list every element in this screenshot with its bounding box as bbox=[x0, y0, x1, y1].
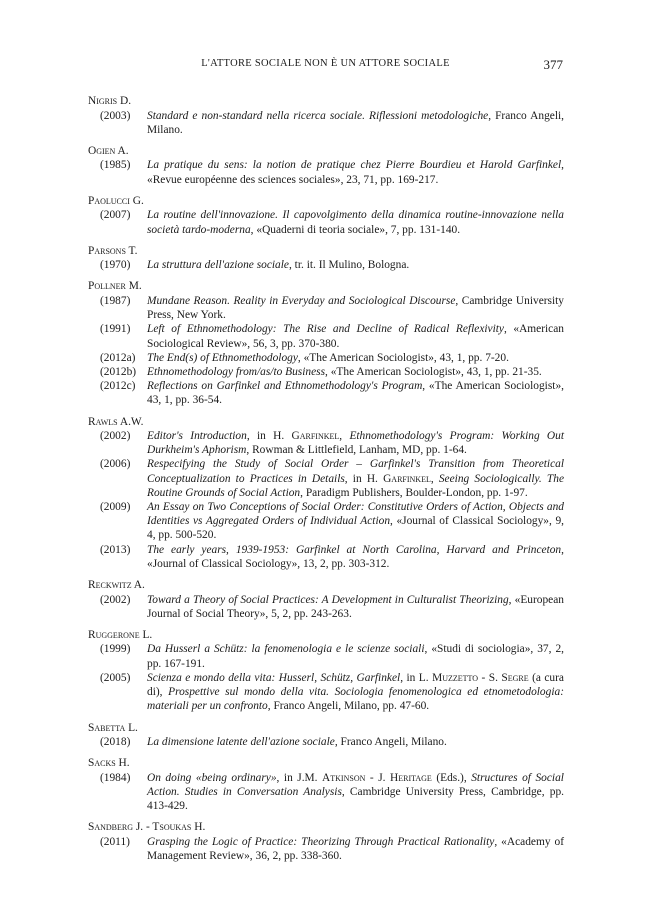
reference-year: (1984) bbox=[100, 771, 131, 784]
reference-detail: , «Quaderni di teoria sociale», 7, pp. 131-140. bbox=[250, 223, 461, 236]
reference-detail: , bbox=[339, 430, 350, 443]
reference-entry bbox=[88, 628, 564, 714]
reference-entry bbox=[88, 144, 564, 187]
reference-author: Sacks H. bbox=[88, 757, 130, 770]
reference-detail: , «American Sociological Review», 56, 3, pp. 370-380. bbox=[147, 323, 564, 350]
reference-work bbox=[88, 500, 564, 543]
reference-title: Mundane Reason. Reality in Everyday and Sociological Discourse bbox=[147, 294, 456, 307]
reference-text bbox=[147, 429, 564, 457]
reference-year: (1987) bbox=[100, 294, 131, 307]
reference-detail: , tr. it. Il Mulino, Bologna. bbox=[288, 259, 410, 272]
reference-title: An Essay on Two Conceptions of Social Order: Constitutive Orders of Action, Objects and Identities vs Aggregated Orders of Individual Action bbox=[147, 501, 564, 528]
reference-detail: , Franco Angeli, Milano, pp. 47-60. bbox=[267, 700, 430, 713]
reference-title: Left of Ethnomethodology: The Rise and Decline of Radical Reflexivity bbox=[147, 323, 504, 336]
reference-author: Rawls A.W. bbox=[88, 415, 144, 428]
reference-year: (2012b) bbox=[100, 365, 137, 378]
reference-work bbox=[88, 351, 564, 365]
reference-title: The early years, 1939-1953: Garfinkel at North Carolina, Harvard and Princeton bbox=[147, 543, 562, 556]
reference-year: (2012c) bbox=[100, 380, 136, 393]
reference-entry bbox=[88, 194, 564, 237]
reference-detail: - J. bbox=[365, 771, 390, 784]
reference-detail: , «The American Sociologist», 43, 1, pp. 36-54. bbox=[147, 380, 564, 407]
reference-year: (2002) bbox=[100, 593, 131, 606]
reference-author: Sabetta L. bbox=[88, 721, 138, 734]
reference-detail: , «Journal of Classical Sociology», 13, 2, pp. 303-312. bbox=[147, 543, 564, 570]
reference-detail: , in L. bbox=[400, 671, 433, 684]
reference-title: Scienza e mondo della vita: Husserl, Schütz, Garfinkel bbox=[147, 671, 401, 684]
reference-title: The End(s) of Ethnomethodology bbox=[147, 351, 298, 364]
reference-year: (1999) bbox=[100, 643, 131, 656]
reference-year: (2018) bbox=[100, 736, 131, 748]
reference-title: Respecifying the Study of Social Order – Garfinkel's Transition from Theoretical Conceptualization to Practices in Details bbox=[147, 458, 564, 485]
reference-text bbox=[147, 735, 564, 749]
reference-title: La routine dell'innovazione. Il capovolgimento della dinamica routine-innovazione nella società tardo-moderna bbox=[147, 209, 564, 236]
reference-title: La dimensione latente dell'azione sociale bbox=[147, 736, 335, 748]
reference-year: (2007) bbox=[100, 209, 131, 222]
reference-detail: , in H. bbox=[246, 430, 292, 443]
reference-text bbox=[147, 365, 564, 379]
reference-detail: , «Revue européenne des sciences sociales», 23, 71, pp. 169-217. bbox=[147, 159, 564, 186]
reference-year: (2006) bbox=[100, 458, 131, 471]
reference-author: Sandberg J. - Tsoukas H. bbox=[88, 821, 206, 834]
reference-name: Garfinkel bbox=[383, 472, 431, 485]
reference-year: (1991) bbox=[100, 323, 131, 336]
reference-author: Reckwitz A. bbox=[88, 579, 145, 592]
reference-title: Ethnomethodology from/as/to Business bbox=[147, 365, 326, 378]
reference-work bbox=[88, 258, 564, 272]
reference-year: (2011) bbox=[100, 835, 130, 848]
reference-name: Heritage bbox=[390, 771, 432, 784]
running-header bbox=[88, 57, 563, 75]
reference-work bbox=[88, 593, 564, 621]
reference-author: Ogien A. bbox=[88, 144, 129, 157]
reference-entry bbox=[88, 415, 564, 572]
reference-text bbox=[147, 642, 564, 670]
reference-detail: , Franco Angeli, Milano. bbox=[334, 736, 447, 748]
reference-year: (2005) bbox=[100, 671, 131, 684]
reference-text bbox=[147, 158, 564, 186]
reference-work bbox=[88, 671, 564, 714]
reference-text bbox=[147, 500, 564, 543]
reference-title: Prospettive sul mondo della vita. Sociologia fenomenologica ed etnometodologia: materiali per un confronto bbox=[147, 686, 564, 713]
reference-entry bbox=[88, 244, 564, 273]
reference-title: Da Husserl a Schütz: la fenomenologia e le scienze sociali bbox=[147, 643, 425, 656]
running-title: L'ATTORE SOCIALE NON È UN ATTORE SOCIALE bbox=[201, 58, 450, 69]
reference-title: Toward a Theory of Social Practices: A Development in Culturalist Theorizing bbox=[147, 593, 509, 606]
reference-detail: , Franco Angeli, Milano. bbox=[147, 109, 564, 136]
reference-entry bbox=[88, 94, 564, 137]
reference-year: (2013) bbox=[100, 543, 131, 556]
reference-detail: (a cura di), bbox=[147, 671, 564, 699]
reference-detail: , «Academy of Management Review», 36, 2, pp. 338-360. bbox=[147, 835, 565, 863]
reference-detail: , «European Journal of Social Theory», 5, 2, pp. 243-263. bbox=[147, 593, 564, 620]
reference-work bbox=[88, 457, 564, 500]
reference-name: Atkinson bbox=[322, 771, 366, 784]
reference-work bbox=[88, 379, 564, 407]
reference-title: Standard e non-standard nella ricerca sociale. Riflessioni metodologiche bbox=[147, 109, 489, 122]
reference-year: (2012a) bbox=[100, 351, 136, 364]
reference-entry bbox=[88, 578, 564, 621]
reference-text bbox=[147, 593, 564, 621]
reference-detail: , Cambridge University Press, New York. bbox=[147, 294, 564, 322]
reference-detail: , Cambridge University Press, Cambridge, pp. 413-429. bbox=[147, 785, 564, 813]
reference-work bbox=[88, 771, 564, 814]
reference-title: Ethnomethodology's Program: Working Out Durkheim's Aphorism bbox=[147, 430, 565, 457]
reference-text bbox=[147, 771, 564, 814]
reference-title: La pratique du sens: la notion de pratique chez Pierre Bourdieu et Harold Garfinkel bbox=[147, 159, 562, 172]
reference-title: Structures of Social Action. Studies in Conversation Analysis bbox=[147, 771, 564, 798]
reference-detail: , «Studi di sociologia», 37, 2, pp. 167-191. bbox=[147, 643, 564, 670]
reference-work bbox=[88, 543, 564, 571]
reference-year: (1970) bbox=[100, 259, 131, 272]
reference-detail: , «Journal of Classical Sociology», 9, 4, pp. 500-520. bbox=[147, 515, 564, 542]
reference-entry bbox=[88, 279, 564, 407]
reference-list bbox=[88, 94, 564, 870]
reference-work bbox=[88, 208, 564, 236]
reference-detail: , «The American Sociologist», 43, 1, pp. 21-35. bbox=[325, 365, 542, 378]
reference-author: Paolucci G. bbox=[88, 194, 144, 207]
reference-work bbox=[88, 365, 564, 379]
reference-author: Pollner M. bbox=[88, 280, 142, 293]
reference-detail: , in J.M. bbox=[276, 771, 323, 784]
reference-title: Seeing Sociologically. The Routine Grounds of Social Action bbox=[147, 472, 565, 499]
reference-text bbox=[147, 543, 564, 571]
reference-work bbox=[88, 735, 564, 749]
reference-author: Nigris D. bbox=[88, 95, 132, 107]
reference-year: (2009) bbox=[100, 501, 131, 514]
reference-entry bbox=[88, 721, 564, 750]
reference-detail: , Rowman & Littlefield, Lanham, MD, pp. 1-64. bbox=[246, 444, 467, 457]
reference-text bbox=[147, 351, 564, 365]
reference-title: La struttura dell'azione sociale bbox=[147, 259, 289, 272]
reference-year: (2003) bbox=[100, 109, 131, 122]
reference-title: Editor's Introduction bbox=[147, 430, 247, 443]
reference-detail: (Eds.), bbox=[431, 771, 472, 784]
reference-text bbox=[147, 671, 564, 714]
reference-text bbox=[147, 457, 564, 500]
reference-text bbox=[147, 109, 564, 137]
reference-work bbox=[88, 158, 564, 186]
reference-title: Grasping the Logic of Practice: Theorizing Through Practical Rationality bbox=[147, 835, 495, 848]
reference-text bbox=[147, 835, 564, 863]
reference-name: Garfinkel bbox=[291, 430, 340, 443]
reference-entry bbox=[88, 820, 564, 863]
reference-name: Segre bbox=[501, 671, 529, 684]
reference-text bbox=[147, 379, 564, 407]
reference-name: Muzzetto bbox=[432, 671, 479, 684]
reference-work bbox=[88, 429, 564, 457]
page-number: 377 bbox=[543, 57, 563, 72]
reference-author: Parsons T. bbox=[88, 244, 138, 257]
reference-work bbox=[88, 109, 564, 137]
reference-text bbox=[147, 258, 564, 272]
reference-entry bbox=[88, 756, 564, 813]
reference-text bbox=[147, 322, 564, 350]
reference-work bbox=[88, 322, 564, 350]
reference-detail: , Paradigm Publishers, Boulder-London, pp. 1-97. bbox=[300, 486, 528, 499]
reference-detail: , bbox=[430, 472, 439, 485]
reference-work bbox=[88, 642, 564, 670]
reference-author: Ruggerone L. bbox=[88, 628, 153, 641]
reference-title: On doing «being ordinary» bbox=[147, 771, 277, 784]
reference-year: (1985) bbox=[100, 159, 131, 172]
reference-work bbox=[88, 835, 564, 863]
reference-detail: , «The American Sociologist», 43, 1, pp. 7-20. bbox=[297, 351, 509, 364]
reference-year: (2002) bbox=[100, 430, 131, 443]
reference-detail: , in H. bbox=[344, 472, 384, 485]
reference-text bbox=[147, 208, 564, 236]
reference-detail: - S. bbox=[478, 671, 502, 684]
reference-work bbox=[88, 294, 564, 322]
reference-text bbox=[147, 294, 564, 322]
reference-title: Reflections on Garfinkel and Ethnomethodology's Program bbox=[147, 380, 423, 393]
